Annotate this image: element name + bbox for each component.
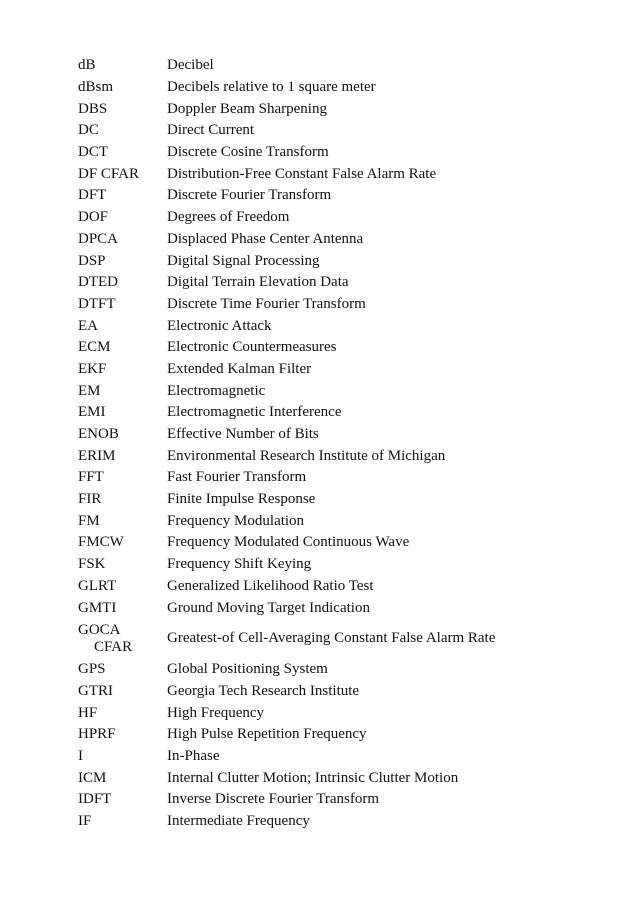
acronym-row [78,789,598,811]
acronym-row [78,576,598,598]
acronym-abbreviation [78,534,167,551]
acronym-abbreviation [78,274,167,291]
acronym-abbreviation [78,813,167,830]
acronym-abbreviation-text: FMCW [78,534,124,551]
acronym-abbreviation-text: EKF [78,360,107,377]
acronym-abbreviation-text: GTRI [78,682,113,699]
acronym-definition: Finite Impulse Response [167,491,316,508]
acronym-definition: Internal Clutter Motion; Intrinsic Clutter Motion [167,769,459,786]
acronym-abbreviation-text: GPS [78,661,106,678]
acronym-row [78,185,598,207]
acronym-definition: Discrete Fourier Transform [167,187,332,204]
acronym-abbreviation-text: DF CFAR [78,165,139,182]
acronym-row [78,424,598,446]
acronym-abbreviation [78,600,167,617]
acronym-abbreviation-text: DFT [78,187,107,204]
acronym-abbreviation-text: EA [78,317,98,334]
acronym-definition: Digital Signal Processing [167,252,320,269]
acronym-definition: Doppler Beam Sharpening [167,100,327,117]
acronym-definition: Direct Current [167,122,255,139]
acronym-abbreviation [78,556,167,573]
acronym-abbreviation-text: dBsm [78,79,114,96]
acronym-definition: Fast Fourier Transform [167,469,307,486]
acronym-abbreviation-text: FIR [78,491,102,508]
acronym-row [78,359,598,381]
acronym-abbreviation [78,166,167,183]
acronym-list [78,55,598,832]
acronym-abbreviation [78,426,167,443]
acronym-definition: High Frequency [167,704,265,721]
acronym-definition: Displaced Phase Center Antenna [167,230,364,247]
acronym-abbreviation-text: ERIM [78,447,116,464]
acronym-abbreviation [78,748,167,765]
acronym-abbreviation-text: FFT [78,469,104,486]
acronym-definition: Generalized Likelihood Ratio Test [167,577,374,594]
acronym-abbreviation [78,469,167,486]
acronym-row [78,489,598,511]
acronym-abbreviation [78,791,167,808]
acronym-abbreviation [78,144,167,161]
acronym-definition: Degrees of Freedom [167,209,290,226]
acronym-abbreviation-text: DTED [78,274,118,291]
acronym-row [78,445,598,467]
acronym-row [78,402,598,424]
acronym-row [78,380,598,402]
acronym-abbreviation [78,361,167,378]
acronym-abbreviation [78,578,167,595]
acronym-abbreviation [78,383,167,400]
acronym-row [78,120,598,142]
acronym-abbreviation [78,622,167,656]
acronym-row [78,207,598,229]
acronym-definition: Environmental Research Institute of Michigan [167,447,446,464]
acronym-abbreviation [78,339,167,356]
acronym-definition: Electronic Attack [167,317,272,334]
acronym-row [78,294,598,316]
acronym-row [78,467,598,489]
acronym-row [78,659,598,681]
acronym-definition: Electromagnetic Interference [167,404,342,421]
acronym-definition: Electronic Countermeasures [167,339,337,356]
acronym-definition: Frequency Modulated Continuous Wave [167,534,410,551]
acronym-abbreviation-text: IF [78,813,92,830]
acronym-row [78,597,598,619]
acronym-row [78,337,598,359]
acronym-row [78,229,598,251]
acronym-abbreviation-text: DSP [78,252,106,269]
acronym-abbreviation [78,448,167,465]
acronym-abbreviation [78,79,167,96]
acronym-abbreviation [78,231,167,248]
acronym-abbreviation-text: EMI [78,404,106,421]
acronym-definition: Distribution-Free Constant False Alarm Rate [167,165,437,182]
acronym-row [78,811,598,833]
acronym-row [78,554,598,576]
acronym-row [78,767,598,789]
acronym-abbreviation [78,253,167,270]
acronym-abbreviation-text: DTFT [78,295,116,312]
acronym-row [78,746,598,768]
acronym-definition: Extended Kalman Filter [167,360,312,377]
acronym-abbreviation [78,726,167,743]
acronym-abbreviation-text: EM [78,382,101,399]
acronym-row [78,510,598,532]
acronym-row [78,142,598,164]
acronym-abbreviation [78,404,167,421]
acronym-definition: Electromagnetic [167,382,266,399]
acronym-definition: High Pulse Repetition Frequency [167,726,367,743]
acronym-definition: Discrete Cosine Transform [167,144,329,161]
acronym-abbreviation-text: dB [78,57,96,74]
acronym-definition: Ground Moving Target Indication [167,599,370,616]
acronym-definition: Georgia Tech Research Institute [167,682,360,699]
acronym-abbreviation [78,57,167,74]
acronym-abbreviation [78,683,167,700]
acronym-definition: Greatest-of Cell-Averaging Constant False Alarm Rate [167,630,496,647]
acronym-row [78,315,598,337]
acronym-row [78,163,598,185]
acronym-abbreviation-text: DC [78,122,99,139]
acronym-abbreviation [78,209,167,226]
acronym-row [78,532,598,554]
acronym-definition: Inverse Discrete Fourier Transform [167,791,380,808]
acronym-abbreviation-text: FSK [78,556,106,573]
acronym-abbreviation [78,770,167,787]
acronym-abbreviation-text: ECM [78,339,111,356]
acronym-abbreviation-text: GMTI [78,599,117,616]
acronym-row [78,702,598,724]
acronym-abbreviation-text: GLRT [78,577,117,594]
acronym-row [78,681,598,703]
acronym-definition: Discrete Time Fourier Transform [167,295,366,312]
acronym-abbreviation-text: HPRF [78,726,116,743]
acronym-abbreviation [78,187,167,204]
acronym-abbreviation [78,101,167,118]
acronym-abbreviation-text: I [78,747,83,764]
acronym-abbreviation-text: ICM [78,769,107,786]
acronym-abbreviation-text: DCT [78,144,108,161]
acronym-abbreviation-text: DBS [78,100,108,117]
acronym-row [78,77,598,99]
acronym-abbreviation [78,705,167,722]
acronym-definition: Intermediate Frequency [167,813,310,830]
acronym-definition: In-Phase [167,747,220,764]
acronym-row [78,272,598,294]
acronym-abbreviation [78,318,167,335]
acronym-abbreviation [78,122,167,139]
acronym-abbreviation-text: GOCA [78,621,121,638]
acronym-definition: Frequency Shift Keying [167,556,312,573]
acronym-abbreviation-text: DPCA [78,230,119,247]
acronym-abbreviation [78,513,167,530]
acronym-abbreviation-text: FM [78,512,100,529]
acronym-abbreviation-text: HF [78,704,98,721]
acronym-abbreviation-text: ENOB [78,426,119,443]
acronym-row [78,55,598,77]
acronym-abbreviation-text: IDFT [78,791,112,808]
acronym-definition: Effective Number of Bits [167,426,319,443]
acronym-definition: Digital Terrain Elevation Data [167,274,349,291]
acronym-abbreviation [78,296,167,313]
acronym-definition: Frequency Modulation [167,512,305,529]
acronym-row [78,250,598,272]
acronym-definition: Decibels relative to 1 square meter [167,79,376,96]
acronym-abbreviation-text: DOF [78,209,109,226]
acronym-row [78,98,598,120]
acronym-row [78,724,598,746]
acronym-row [78,619,598,659]
acronym-abbreviation [78,491,167,508]
acronym-abbreviation [78,661,167,678]
acronym-definition: Global Positioning System [167,661,328,678]
acronym-abbreviation-continuation: CFAR [94,638,133,655]
acronym-definition: Decibel [167,57,214,74]
